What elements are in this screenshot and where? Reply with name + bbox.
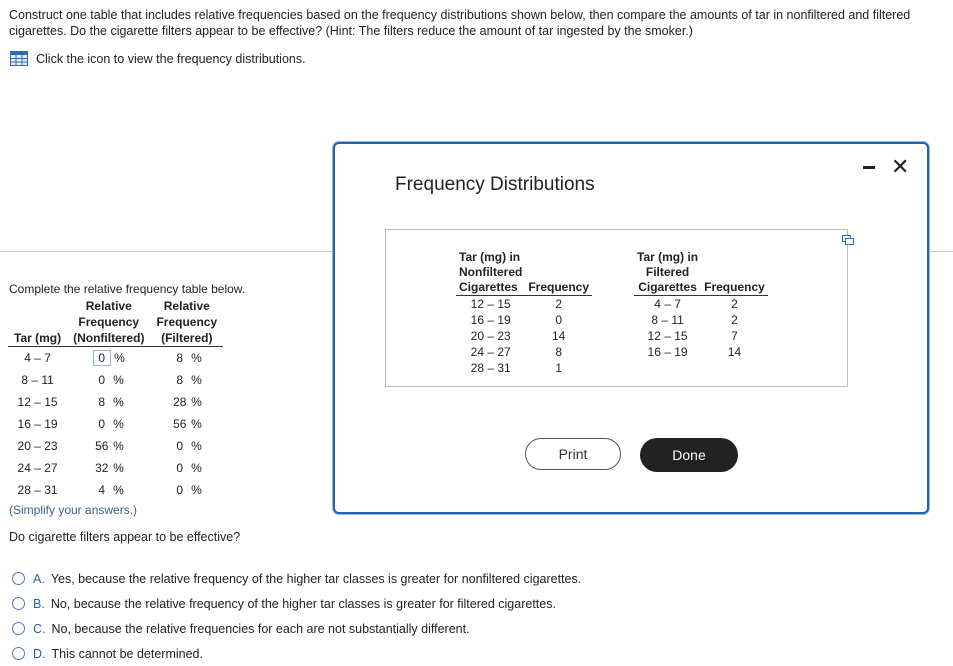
filtered-answer-input[interactable]: 8 xyxy=(176,373,184,387)
dialog-title: Frequency Distributions xyxy=(395,174,595,195)
nonfiltered-answer-input[interactable]: 8 xyxy=(98,395,106,409)
table-row xyxy=(634,344,768,360)
header-blank xyxy=(8,298,67,314)
table-row xyxy=(8,391,223,413)
tar-class: 12 – 15 xyxy=(647,329,688,343)
f-header-line3: Cigarettes xyxy=(638,280,697,294)
pct-sign: % xyxy=(113,439,124,453)
table-row xyxy=(8,413,223,435)
pct-sign: % xyxy=(113,395,124,409)
answer-options xyxy=(12,566,581,666)
nonfiltered-answer-input[interactable]: 0 xyxy=(93,350,111,366)
nonfiltered-answer-input[interactable]: 4 xyxy=(98,483,106,497)
table-caption: Complete the relative frequency table below. xyxy=(9,282,246,296)
frequency-value: 2 xyxy=(731,297,738,311)
header-blank-2 xyxy=(8,314,67,330)
table-row xyxy=(8,347,223,370)
option-c[interactable] xyxy=(12,616,581,641)
tar-class: 24 – 27 xyxy=(470,345,511,359)
tar-class: 16 – 19 xyxy=(470,313,511,327)
close-icon[interactable]: ✕ xyxy=(891,154,910,179)
tar-class: 28 – 31 xyxy=(470,361,511,375)
nonfiltered-answer-input[interactable]: 56 xyxy=(95,439,109,453)
instruction-text: Construct one table that includes relative frequencies based on the frequency distributions shown below, then compare the amounts of tar in nonfiltered and filtered cigarettes. Do the cigarette filters appear to be effective? (Hint: The filters reduce the amount of tar ingested by the smoker.) xyxy=(9,8,911,38)
option-a[interactable] xyxy=(12,566,581,591)
option-text: No, because the relative frequencies for each are not substantially different. xyxy=(51,621,470,636)
tar-class: 28 – 31 xyxy=(17,483,58,497)
frequency-value: 0 xyxy=(555,313,563,327)
f-frequency-header: Frequency xyxy=(701,250,768,296)
nonfiltered-answer-input[interactable]: 32 xyxy=(95,461,109,475)
table-row xyxy=(8,457,223,479)
tar-class: 8 – 11 xyxy=(651,313,684,327)
pct-sign: % xyxy=(113,461,124,475)
tar-class: 24 – 27 xyxy=(17,461,58,475)
option-text: Yes, because the relative frequency of the higher tar classes is greater for nonfiltered cigarettes. xyxy=(50,571,582,586)
nf-frequency-header: Frequency xyxy=(525,250,592,296)
radio-icon[interactable] xyxy=(12,622,25,635)
option-letter: B. xyxy=(33,596,45,611)
nonfiltered-answer-input[interactable]: 0 xyxy=(98,417,106,431)
table-row xyxy=(8,435,223,457)
print-button[interactable]: Print xyxy=(525,438,621,470)
done-button[interactable]: Done xyxy=(640,438,738,472)
minimize-icon[interactable] xyxy=(863,166,875,169)
view-distributions-link[interactable] xyxy=(10,51,306,66)
radio-icon[interactable] xyxy=(12,597,25,610)
frequency-value: 14 xyxy=(727,345,742,359)
header-nonfiltered-1: Relative xyxy=(85,299,132,313)
option-text: No, because the relative frequency of the higher tar classes is greater for filtered cigarettes. xyxy=(50,596,556,611)
pct-sign: % xyxy=(114,351,125,365)
pct-sign: % xyxy=(191,483,202,497)
table-grid-icon[interactable] xyxy=(10,51,28,66)
tar-class: 12 – 15 xyxy=(470,297,511,311)
table-row xyxy=(634,296,768,313)
pct-sign: % xyxy=(113,417,124,431)
pct-sign: % xyxy=(113,483,124,497)
tar-class: 4 – 7 xyxy=(24,351,51,365)
pct-sign: % xyxy=(191,417,202,431)
table-row xyxy=(456,360,592,376)
relative-frequency-table xyxy=(8,298,223,501)
option-letter: D. xyxy=(33,646,46,661)
frequency-value: 7 xyxy=(731,329,738,343)
pct-sign: % xyxy=(191,395,202,409)
frequency-value: 14 xyxy=(552,329,566,343)
table-row xyxy=(456,344,592,360)
filtered-answer-input[interactable]: 0 xyxy=(176,439,184,453)
frequency-value: 8 xyxy=(555,345,563,359)
header-tar: Tar (mg) xyxy=(8,330,67,347)
header-filtered-2: Frequency xyxy=(156,315,218,329)
filtered-answer-input[interactable]: 0 xyxy=(176,461,184,475)
option-letter: A. xyxy=(33,571,45,586)
filtered-answer-input[interactable]: 0 xyxy=(176,483,184,497)
header-nonfiltered-3: (Nonfiltered) xyxy=(67,330,150,347)
option-text: This cannot be determined. xyxy=(51,646,203,661)
filtered-answer-input[interactable]: 28 xyxy=(173,395,187,409)
f-header-line1: Tar (mg) in xyxy=(637,250,699,264)
radio-icon[interactable] xyxy=(12,572,25,585)
tar-class: 4 – 7 xyxy=(654,297,681,311)
table-row xyxy=(634,312,768,328)
pct-sign: % xyxy=(191,461,202,475)
simplify-note: (Simplify your answers.) xyxy=(9,503,138,517)
pct-sign: % xyxy=(191,439,202,453)
frequency-value: 1 xyxy=(555,361,563,375)
table-row xyxy=(634,328,768,344)
tar-class: 16 – 19 xyxy=(17,417,58,431)
tar-class: 20 – 23 xyxy=(470,329,511,343)
header-nonfiltered-2: Frequency xyxy=(78,315,140,329)
table-row xyxy=(456,296,592,313)
tar-class: 16 – 19 xyxy=(647,345,688,359)
pct-sign: % xyxy=(191,373,202,387)
filtered-frequency-table xyxy=(634,250,768,360)
nf-header-line2: Nonfiltered xyxy=(459,265,523,279)
table-row xyxy=(8,369,223,391)
pct-sign: % xyxy=(113,373,124,387)
distributions-panel xyxy=(385,229,848,387)
question-text: Do cigarette filters appear to be effective? xyxy=(9,530,241,544)
tar-class: 20 – 23 xyxy=(17,439,58,453)
nonfiltered-answer-input[interactable]: 0 xyxy=(98,373,106,387)
option-b[interactable] xyxy=(12,591,581,616)
table-row xyxy=(456,312,592,328)
copy-icon[interactable] xyxy=(842,235,854,245)
nf-header-line3: Cigarettes xyxy=(459,280,518,294)
filtered-answer-input[interactable]: 8 xyxy=(176,351,184,365)
table-row xyxy=(8,479,223,501)
frequency-distributions-dialog xyxy=(333,142,929,514)
pct-sign: % xyxy=(191,351,202,365)
f-header-line2: Filtered xyxy=(645,265,690,279)
table-row xyxy=(456,328,592,344)
frequency-value: 2 xyxy=(731,313,738,327)
filtered-answer-input[interactable]: 56 xyxy=(173,417,187,431)
tar-class: 12 – 15 xyxy=(17,395,58,409)
tar-class: 8 – 11 xyxy=(21,373,54,387)
nonfiltered-frequency-table xyxy=(456,250,592,376)
header-filtered-1: Relative xyxy=(163,299,210,313)
header-filtered-3: (Filtered) xyxy=(150,330,223,347)
view-distributions-text: Click the icon to view the frequency distributions. xyxy=(36,51,306,66)
nf-header-line1: Tar (mg) in xyxy=(459,250,521,264)
frequency-value: 2 xyxy=(555,297,563,311)
option-letter: C. xyxy=(33,621,46,636)
